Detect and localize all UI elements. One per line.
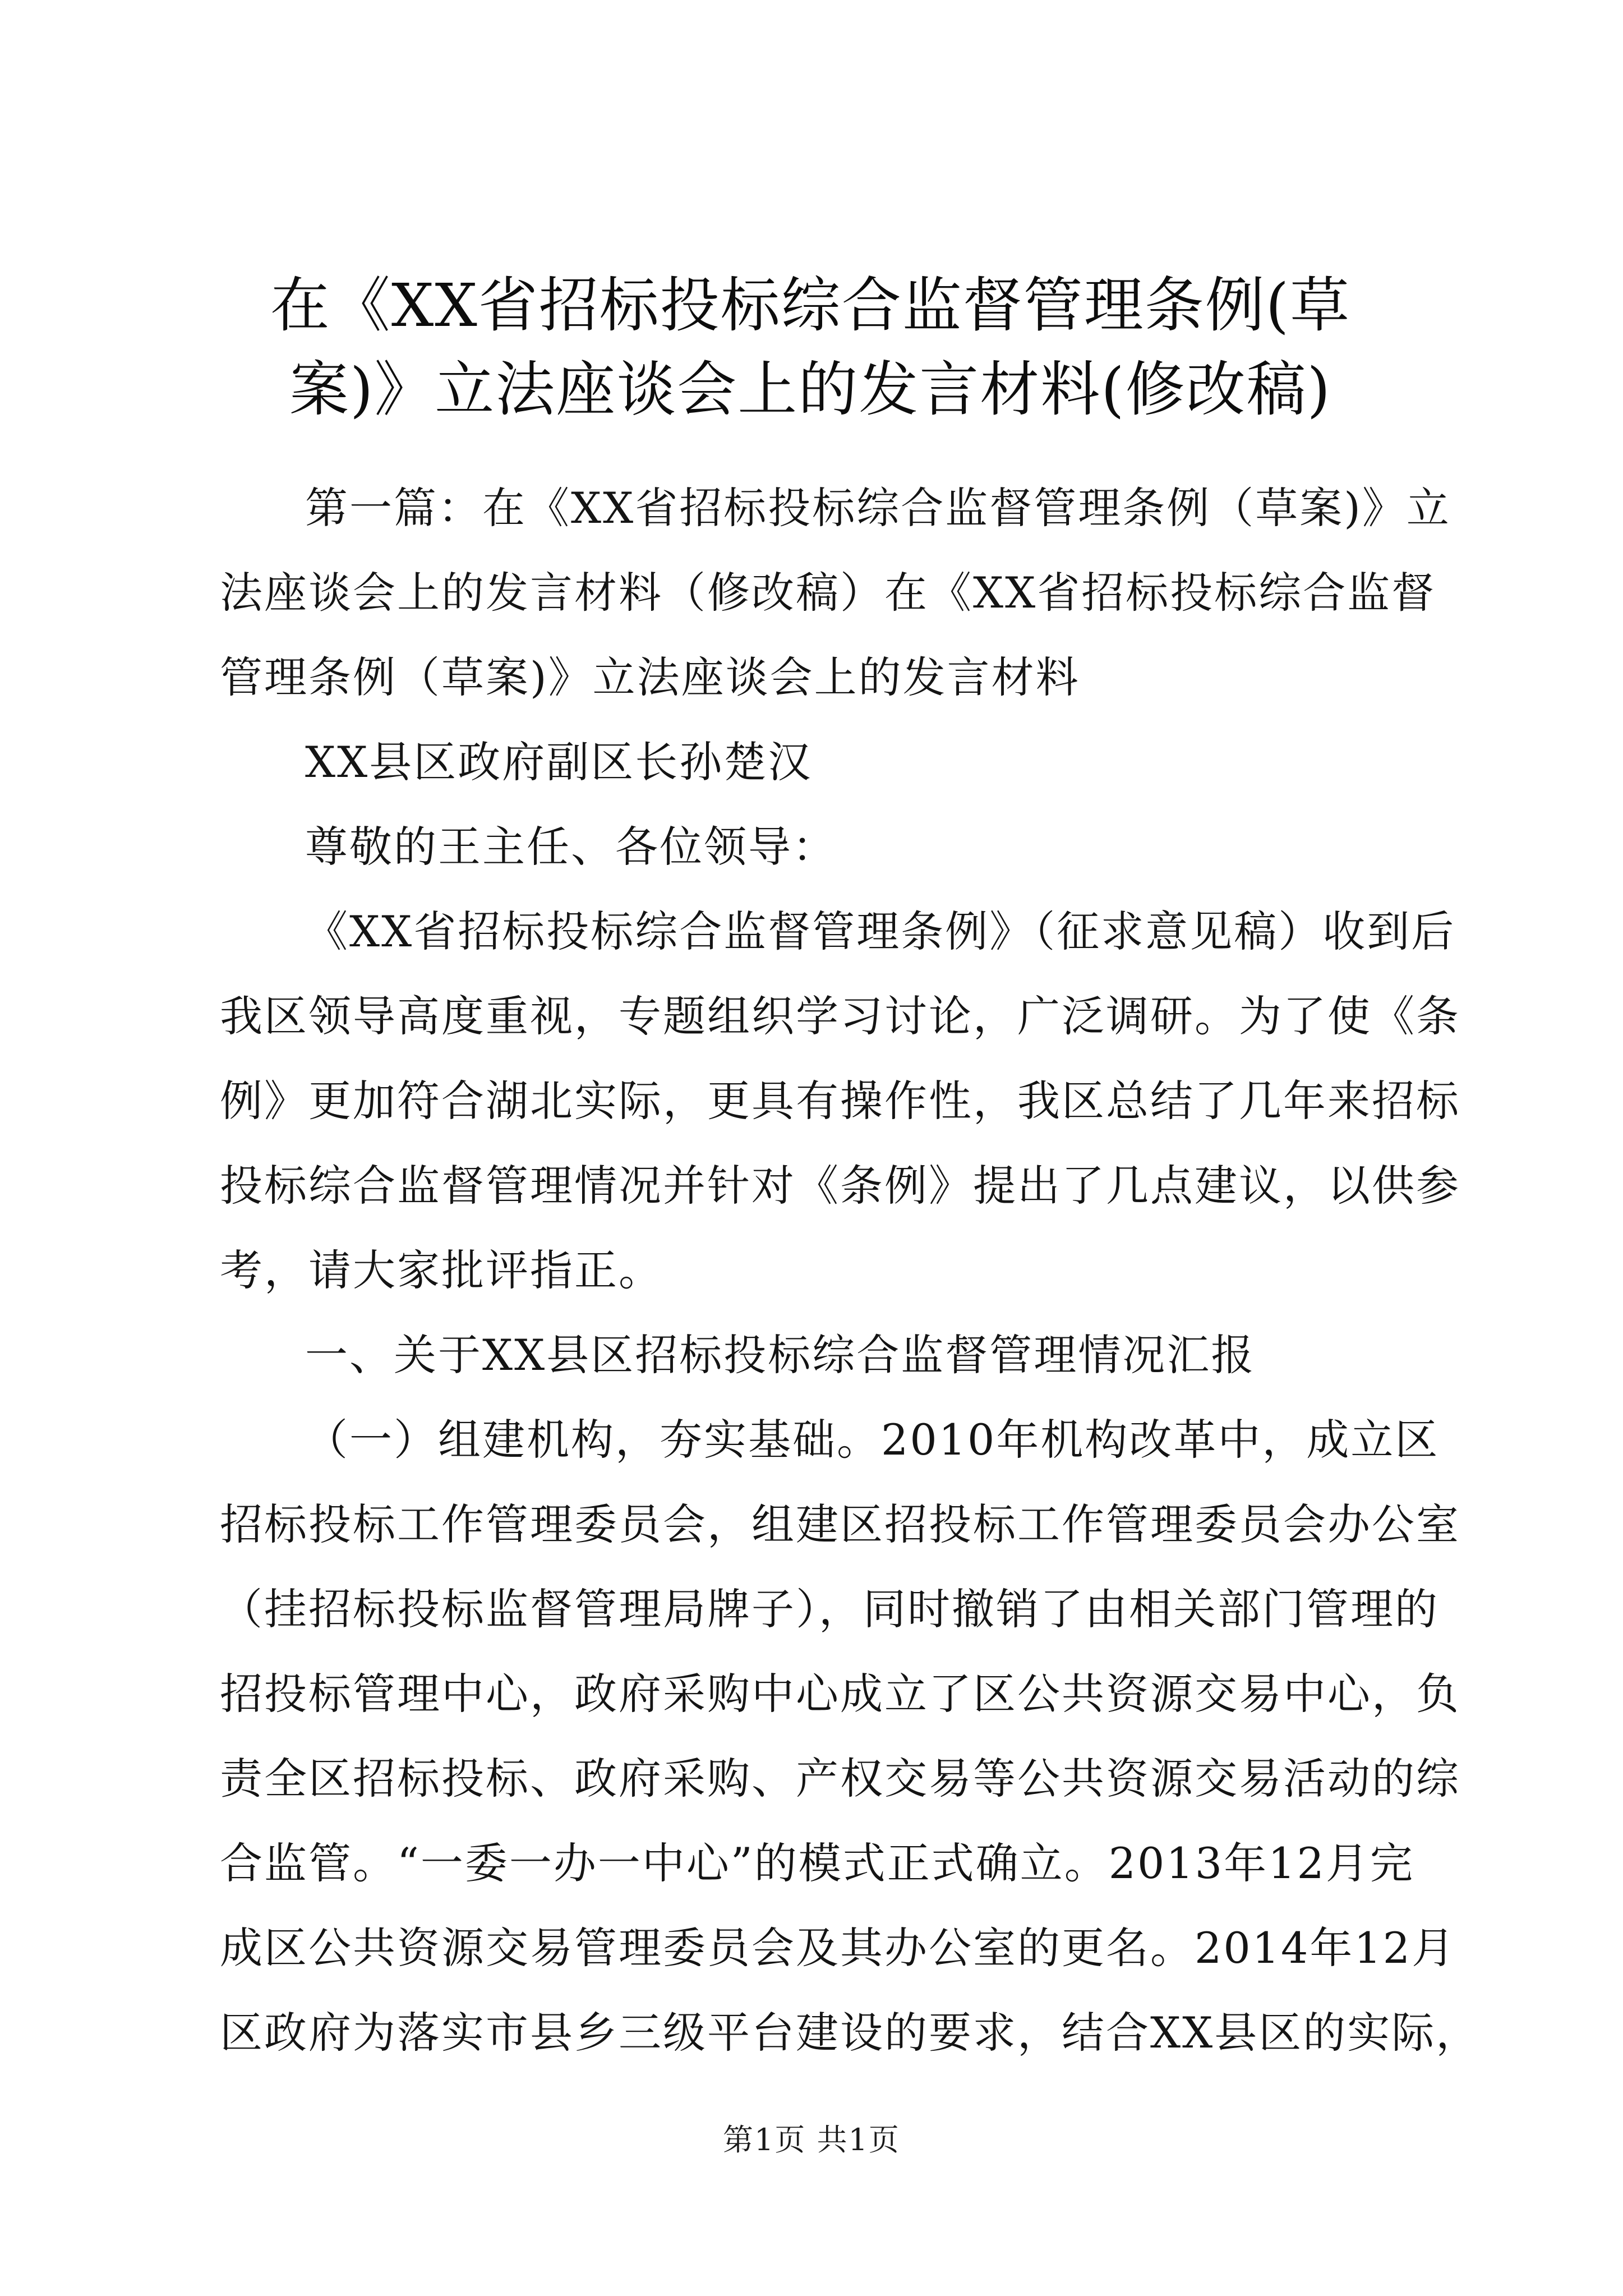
body-line: 第一篇：在《XX省招标投标综合监督管理条例（草案)》立 — [305, 483, 1451, 533]
body-line: 一、关于XX县区招标投标综合监督管理情况汇报 — [305, 1330, 1256, 1380]
title-line-1: 在《XX省招标投标综合监督管理条例(草 — [270, 271, 1351, 340]
title-line-2: 案)》立法座谈会上的发言材料(修改稿) — [289, 355, 1332, 424]
body-line: 招标投标工作管理委员会，组建区招投标工作管理委员会办公室 — [220, 1499, 1460, 1549]
body-line: 例》更加符合湖北实际，更具有操作性，我区总结了几年来招标 — [220, 1076, 1460, 1126]
body-line: 考，请大家批评指正。 — [220, 1245, 663, 1295]
body-line: （一）组建机构，夯实基础。2010年机构改革中，成立区 — [305, 1415, 1440, 1465]
body-line: XX县区政府副区长孙楚汉 — [305, 737, 813, 787]
body-line: （挂招标投标监督管理局牌子），同时撤销了由相关部门管理的 — [220, 1584, 1439, 1634]
body-line: 招投标管理中心，政府采购中心成立了区公共资源交易中心，负 — [220, 1669, 1460, 1719]
body-line: 区政府为落实市县乡三级平台建设的要求，结合XX县区的实际， — [220, 2008, 1481, 2058]
body-line: 管理条例（草案)》立法座谈会上的发言材料 — [220, 652, 1080, 702]
body-line: 尊敬的王主任、各位领导： — [305, 822, 837, 872]
body-line: 成区公共资源交易管理委员会及其办公室的更名。2014年12月 — [220, 1923, 1456, 1973]
document-title — [219, 264, 1402, 432]
body-line: 合监管。“一委一办一中心”的模式正式确立。2013年12月完 — [220, 1838, 1414, 1888]
body-line: 责全区招标投标、政府采购、产权交易等公共资源交易活动的综 — [220, 1754, 1460, 1803]
document-body — [220, 466, 1481, 2075]
body-line: 我区领导高度重视，专题组织学习讨论，广泛调研。为了使《条 — [220, 991, 1460, 1041]
body-line: 法座谈会上的发言材料（修改稿）在《XX省招标投标综合监督 — [220, 568, 1436, 618]
body-line: 《XX省招标投标综合监督管理条例》（征求意见稿）收到后 — [305, 907, 1456, 956]
page-footer: 第1页 共1页 — [723, 2122, 900, 2157]
body-line: 投标综合监督管理情况并针对《条例》提出了几点建议，以供参 — [220, 1161, 1460, 1211]
